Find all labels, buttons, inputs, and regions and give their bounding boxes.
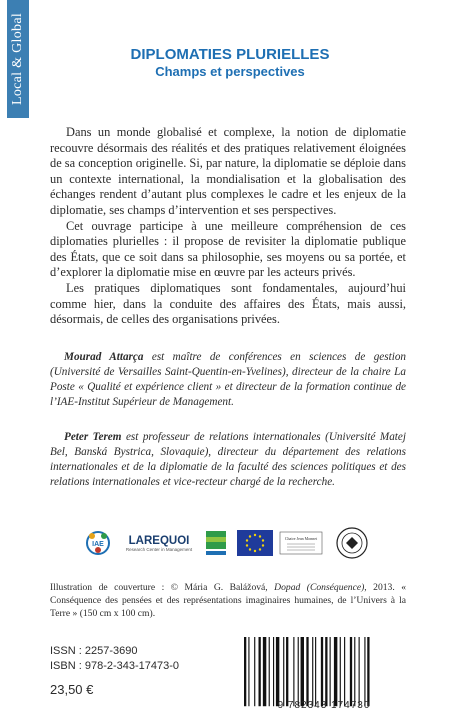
- barcode-bar: [273, 637, 274, 706]
- author-bio-2: [50, 430, 406, 490]
- credit-text: Illustration de couverture : © Mária G. Balážová,: [50, 582, 275, 593]
- barcode-bar: [283, 637, 284, 706]
- barcode-bar: [306, 637, 308, 706]
- chaire-jean-monnet-logo: [278, 525, 324, 561]
- series-spine: [7, 0, 29, 118]
- series-label: Local & Global: [10, 12, 25, 106]
- author-bio-text: est maître de conférences en sciences de gestion (Université de Versailles Saint-Quentin-en-Yvelines), directeur de la chaire La Poste « Qualité et expérience client » et directeur de la formation continue de l’IAE-Institut Supérieur de Management.: [50, 351, 407, 408]
- credit-text-end: , 2013. « Conséquence des pensées et des représentations imaginaires humaines, de l’Univers à la Terre » (150 cm x 100 cm).: [50, 582, 407, 619]
- partner-logos: [82, 525, 372, 561]
- larequoi-logo-text: LAREQUOI: [128, 534, 190, 547]
- blurb-paragraph: Cet ouvrage participe à une meilleure compréhension de ces diplomaties plurielles : il propose de revisiter la diplomatie publique des États, que ce soit dans sa philosophie, ses moyens ou sa portée, et d’explorer la diplomatie mise en œuvre par les acteurs privés.: [50, 218, 406, 280]
- price: 23,50 €: [50, 682, 94, 697]
- author-name: Peter Terem: [64, 431, 122, 443]
- barcode-bar: [276, 637, 279, 706]
- author-bio-text: est professeur de relations internationales (Université Matej Bel, Banská Bystrica, Slovaquie), directeur du département des relations internationales et de la diplomatie de la faculté des sciences politiques et des relations internationales et vice-recteur chargé de la recherche.: [50, 431, 406, 488]
- barcode-number: 9 782343 174730: [277, 700, 371, 711]
- barcode-bar: [244, 637, 246, 706]
- barcode-bar: [315, 637, 316, 706]
- issn: ISSN : 2257-3690: [50, 645, 138, 657]
- barcode-bar: [350, 637, 352, 706]
- barcode-bar: [367, 637, 369, 706]
- barcode-bar: [298, 637, 299, 706]
- barcode-bar: [269, 637, 270, 706]
- barcode-bar: [359, 637, 360, 706]
- barcode-bar: [301, 637, 304, 706]
- iae-logo: [82, 525, 114, 561]
- iae-logo-text: IAE: [92, 541, 104, 548]
- barcode-bar: [254, 637, 255, 706]
- book-title: DIPLOMATIES PLURIELLES: [130, 46, 330, 63]
- barcode-bar: [321, 637, 323, 706]
- barcode-bar: [263, 637, 266, 706]
- barcode-bar: [330, 637, 331, 706]
- isbn: ISBN : 978-2-343-17473-0: [50, 660, 180, 672]
- eu-flag-logo: [236, 525, 274, 561]
- faculty-seal-logo: [332, 525, 372, 561]
- blurb: [50, 125, 406, 328]
- barcode-bar: [354, 637, 355, 706]
- barcode-bar: [334, 637, 337, 706]
- cover-credit: [50, 581, 406, 620]
- barcode-bar: [325, 637, 327, 706]
- barcode-bar: [312, 637, 313, 706]
- university-logo: [202, 525, 230, 561]
- barcode-bar: [286, 637, 288, 706]
- blurb-paragraph: Dans un monde globalisé et complexe, la notion de diplomatie recouvre désormais des réalités et des pratiques relativement éloignées de sa conception originelle. Si, par nature, la diplomatie se déploie dans un contexte international, la mondialisation et la globalisation des échanges rendent d’autant plus complexes le cadre et les enjeux de la diplomatie, ses champs d’intervention et ses perspectives.: [50, 125, 406, 217]
- larequoi-logo-subtext: Research Center in Management: [125, 546, 193, 552]
- barcode-bar: [248, 637, 249, 706]
- credit-artwork-title: Dopad (Conséquence): [274, 582, 365, 593]
- barcode-bar: [344, 637, 345, 706]
- barcode-bar: [259, 637, 261, 706]
- blurb-paragraph: Les pratiques diplomatiques sont fondamentales, aujourd’hui comme hier, dans la conduite des affaires des États, mais aussi, désormais, de celles des organisations privées.: [50, 280, 406, 327]
- author-name: Mourad Attarça: [64, 351, 144, 363]
- barcode-bar: [293, 637, 294, 706]
- book-subtitle: Champs et perspectives: [155, 64, 305, 79]
- barcode-bar: [340, 637, 341, 706]
- chaire-logo-text: Chaire Jean Monnet: [284, 536, 318, 541]
- author-bio-1: [50, 350, 406, 410]
- barcode-bar: [364, 637, 365, 706]
- larequoi-logo: [122, 525, 196, 561]
